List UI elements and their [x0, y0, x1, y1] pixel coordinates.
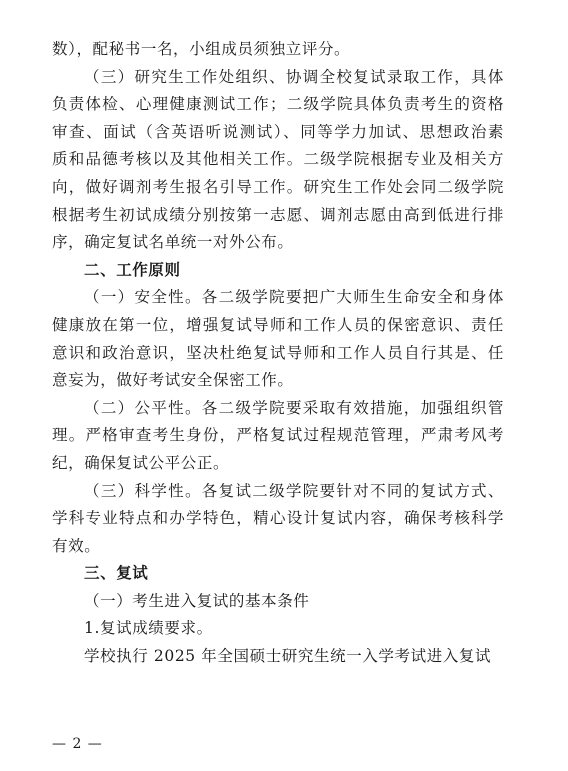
- text-line: 根据考生初试成绩分别按第一志愿、调剂志愿由高到低进行排: [52, 205, 504, 224]
- section-heading: [52, 560, 504, 588]
- text-line: 健康放在第一位，增强复试导师和工作人员的保密意识、责任: [52, 315, 504, 334]
- heading-text: 二、工作原则: [84, 260, 181, 279]
- text-line: 意识和政治意识，坚决杜绝复试导师和工作人员自行其是、任: [52, 343, 504, 362]
- text-line: 1.复试成绩要求。: [84, 619, 213, 638]
- text-line: （一）安全性。各二级学院要把广大师生生命安全和身体: [84, 288, 504, 307]
- text-line: 序，确定复试名单统一对外公布。: [52, 233, 294, 252]
- text-line: 学校执行 2025 年全国硕士研究生统一入学考试进入复试: [84, 647, 492, 666]
- text-line: 数），配秘书一名，小组成员须独立评分。: [52, 40, 351, 58]
- paragraph: [52, 284, 504, 394]
- document-body: [52, 36, 504, 671]
- paragraph: [52, 643, 504, 671]
- text-line: （一）考生进入复试的基本条件: [84, 591, 310, 610]
- paragraph: [52, 588, 504, 616]
- paragraph: [52, 64, 504, 257]
- heading-text: 三、复试: [84, 564, 149, 583]
- text-line: （二）公平性。各二级学院要采取有效措施，加强组织管: [84, 398, 504, 417]
- paragraph: [52, 36, 504, 64]
- text-line: 负责体检、心理健康测试工作；二级学院具体负责考生的资格: [52, 95, 504, 114]
- paragraph: [52, 478, 504, 561]
- section-heading: [52, 257, 504, 285]
- text-line: 审查、面试（含英语听说测试）、同等学力加试、思想政治素: [52, 122, 504, 141]
- text-line: 有效。: [52, 536, 101, 555]
- text-line: （三）科学性。各复试二级学院要针对不同的复试方式、: [84, 481, 504, 500]
- text-line: 纪，确保复试公平公正。: [52, 453, 230, 472]
- text-line: 向，做好调剂考生报名引导工作。研究生工作处会同二级学院: [52, 177, 504, 196]
- text-line: 理。严格审查考生身份，严格复试过程规范管理，严肃考风考: [52, 426, 504, 445]
- paragraph: [52, 395, 504, 478]
- text-line: 学科专业特点和办学特色，精心设计复试内容，确保考核科学: [52, 509, 504, 528]
- text-line: 意妄为，做好考试安全保密工作。: [52, 371, 294, 390]
- text-line: （三）研究生工作处组织、协调全校复试录取工作，具体: [84, 67, 504, 86]
- text-line: 质和品德考核以及其他相关工作。二级学院根据专业及相关方: [52, 150, 504, 169]
- paragraph: [52, 615, 504, 643]
- page-number: — 2 —: [52, 736, 103, 752]
